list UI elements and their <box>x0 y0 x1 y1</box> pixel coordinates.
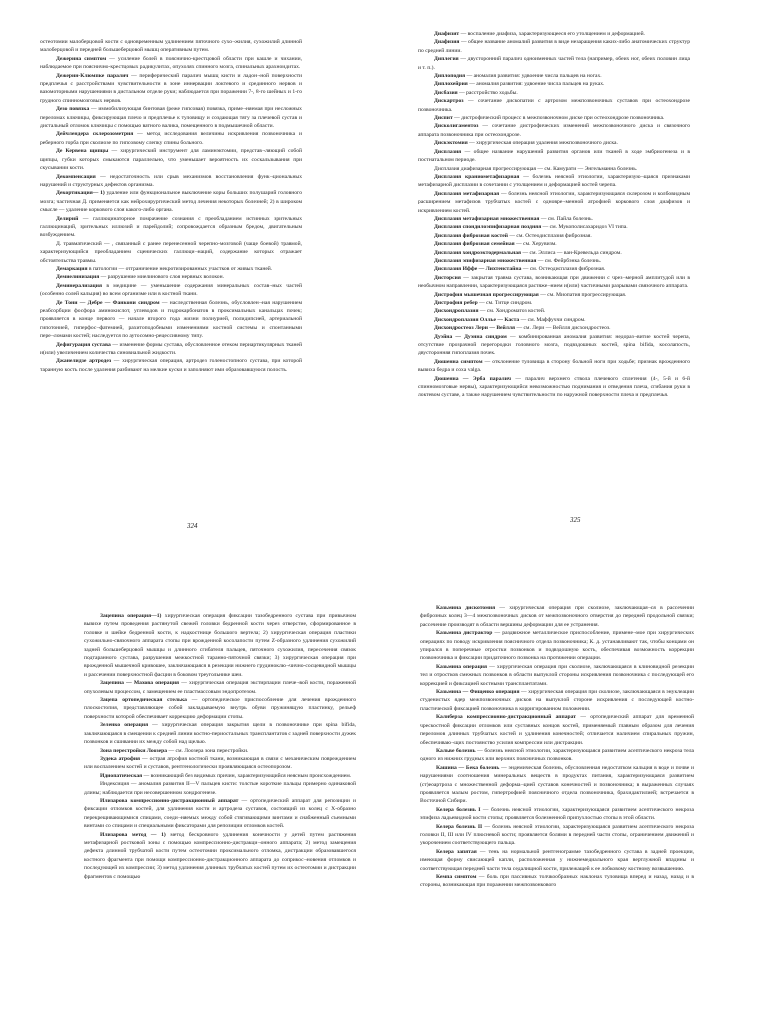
dictionary-entry <box>420 848 694 873</box>
entry-term: Диспит <box>434 115 453 122</box>
entry-definition: — хирургическая операция закрытия щели в позвоночнике при spina bifida, заключающаяся в смещении к средней линии костно-периостальных трансплантатов с задней поверхности дужек позвонков и сшивании их между собой над щелью. <box>84 722 356 746</box>
dictionary-entry <box>84 755 356 772</box>
dictionary-entry <box>418 215 690 223</box>
dictionary-entry <box>418 38 690 55</box>
entry-definition: — комбинированная аномалия развития: недораз¬витие костей черепа, отсутствие прозрачной перегородки головного мозга, подвздошных костей, spina bifida, косолапость, двусторонняя гипоплазия почек. <box>418 333 690 357</box>
entry-definition: — хирургическая операция при сколиозе, заключающая¬ся в рассечении фиброзных колец 3—4 межпозвоночных дисков от межпозвоночного отверстия до передней продольной связки; рассечение производят в области вершины деформации для ее устранения. <box>420 605 694 628</box>
entry-definition: — см. Лоозера зона перестройки. <box>167 747 249 754</box>
entry-definition: — хирургическая операция удаления межпозвоночного диска. <box>467 140 618 147</box>
dictionary-entry <box>420 873 694 890</box>
entry-term: Диафизия <box>434 39 460 46</box>
dictionary-entry <box>40 341 302 358</box>
entry-term: Дисплазия спондилоэпифизарная поздняя <box>434 224 542 231</box>
entry-definition: — ортопедическое приспособление для лечения врожденного плоскостопия, представляющее собой закладываемую внутрь обуви пружинящую пластинку, рельеф поверхности которой обеспечивает коррекцию деформации стопы. <box>84 697 356 720</box>
dictionary-entry <box>418 316 690 324</box>
entry-term: Дисплазия хондроэктодермальная <box>434 249 522 256</box>
entry-definition: — общее название нарушений развития органов или тканей в ходе эмбриогенеза и в постнатальном периоде. <box>418 148 690 164</box>
dictionary-entry <box>420 713 694 747</box>
dictionary-entry <box>418 299 690 307</box>
entry-definition: — ортопедический аппарат для репозиции и фиксации отломков костей, для удлинения кости и артродеза суставов, состоящий из колец с Х-образно перекрещивающимися спицами, соеди¬няемых между собой стягивающими винтами и снабженный съемными винтами со спицами и специальными фиксаторами для репозиции отломков костей. <box>84 797 356 830</box>
page-number-right: 325 <box>570 516 581 524</box>
dictionary-entry <box>40 282 302 299</box>
dictionary-entry <box>418 307 690 315</box>
dictionary-entry <box>420 604 694 629</box>
dictionary-entry <box>418 122 690 139</box>
dictionary-entry <box>418 139 690 147</box>
entry-definition: — возникающий без видимых причин, характеризующийся неясным происхождением. <box>142 772 352 779</box>
entry-definition: — разрушение миелинового слоя нервных волокон. <box>99 274 224 281</box>
dictionary-entry <box>418 291 690 299</box>
dictionary-entry <box>84 721 356 746</box>
entry-term: Дисплазия фиброзная костей <box>434 232 508 239</box>
dictionary-entry <box>40 38 302 55</box>
entry-term: Дисколигаментоз <box>434 123 479 130</box>
dictionary-entry <box>84 780 356 797</box>
dictionary-entry <box>420 629 694 663</box>
entry-term: Дисплазия Иффе — Лихтенстайна <box>434 266 522 273</box>
dictionary-entry <box>420 663 694 688</box>
entry-term: Джанелидзе артродез <box>56 358 112 365</box>
entry-definition: — метод исследования величины искривления позвоночника и реберного горба при сколиозе по гипсовому слепку спины больного. <box>40 131 302 146</box>
entry-definition: Индексиция — аномалия развития II—V пальцев кисти: толстые короткие пальцы примерно одинаковой длины; наблюдается при несовершенном хондрогенезе. <box>84 781 356 796</box>
entry-term: Дезо повязка <box>56 106 90 113</box>
entry-term: Дежерин-Клюмпке паралич <box>56 72 129 79</box>
dictionary-entry <box>84 612 356 679</box>
dictionary-entry <box>418 165 690 173</box>
entry-definition: — сочетание дископатии с артрозом межпозвоночных суставов при остеохондрозе позвоночника. <box>418 98 690 113</box>
entry-definition: — аномалия развития: удвоение числа пальцев на руках. <box>467 81 605 88</box>
entry-term: Зацепа ортопедическая стелька <box>100 697 187 704</box>
dictionary-entry <box>84 679 356 696</box>
entry-term: Дисторсия <box>434 274 461 281</box>
dictionary-entry <box>40 215 302 240</box>
dictionary-entry <box>418 223 690 231</box>
entry-definition: — эндемическая болезнь, обусловленная недостатком кальция в воде и почве и нарушениями соотношения минеральных веществ в продуктах питания, характеризующаяся развитием (ст)еоартроза с множественной деформа¬цией суставов конечностей и позвоночника; в выраженных случаях проявляется малым ростом, гипертрофией поясничного отдела позвоночника, брахидактилией; встречается в Восточной Сибири. <box>420 764 694 805</box>
entry-term: Дисплазия фиброзная семейная <box>434 241 515 248</box>
dictionary-entry <box>418 324 690 332</box>
entry-definition: метод бескровного удлинения конечности у детей путем растяжения метафизарной ростковой зоны с помощью компрессионно-дистракци¬онного аппарата; 2) метод замещения дефекта длинной трубчатой кости путем остеотомии проксимального отломка, дистракции образовавшегося костного фрагмента при помощи компрессионно-дистракционного аппарата до соприкос¬новения отломков и последующей их компрессии; 3) метод удлинения длинных трубчатых костей путем их остеотомии и дистракции фрагментов с помощью <box>84 831 356 880</box>
entry-definition: — см. Миопатия прогрессирующая. <box>538 291 627 298</box>
entry-term: Кальве болезнь <box>436 747 476 754</box>
entry-term: Дисхондроплазия <box>434 308 479 315</box>
entry-definition: — см. Херувизм. <box>514 241 557 248</box>
dictionary-entry <box>420 688 694 713</box>
dictionary-entry <box>418 240 690 248</box>
entry-definition: — раздвижное металлическое приспособление, примене¬мое при хирургических операциях по поводу искривления поясничного отдела позвоночника; К. д. устанавливают так, чтобы концами он упирался в поперечные отростки позвонков и подвздошную кость, обеспечивая возможность коррекции позвоночника и фиксации придаточного позвонка на протяжении операции. <box>420 630 694 662</box>
dictionary-entry <box>84 696 356 721</box>
dictionary-entry <box>418 274 690 291</box>
entry-definition: — острая атрофия костной ткани, возникающая в связи с механическим повреждением или воспалением костей и суставов, рентгенологически проявляющаяся остеопорозом. <box>84 755 356 771</box>
dictionary-entry <box>418 249 690 257</box>
dictionary-entry <box>418 72 690 80</box>
entry-definition: — хирургическая операция при сколиозе, заключающаяся в клиновидной резекции тел и отростков смежных позвонков в области выпуклой стороны искривления позвоночника с последующей его коррекцией и фиксацией костными трансплантатами. <box>420 663 695 687</box>
dictionary-entry <box>40 130 302 147</box>
entry-term: Казьмина дискотомия <box>436 605 496 611</box>
dictionary-entry <box>420 747 694 764</box>
entry-term: Дисхондроплазия Оллье — Каста <box>434 316 520 323</box>
entry-definition: — закрытая травма сустава, возникающая при движении с чрез¬мерной амплитудой или в необычном направлении, характеризующаяся растяже¬нием и(или) частичными разрывами связочного аппарата. <box>418 274 690 290</box>
page-number-left: 324 <box>187 522 198 530</box>
entry-term: Диплегия <box>434 56 459 63</box>
entry-definition: — см. Фейрбэнка болезнь. <box>536 257 602 264</box>
entry-term: Илизарова метод — 1) <box>100 831 166 838</box>
entry-definition: — общее название аномалий развития в виде незаращения каких-либо анатомических структур по средней линии. <box>418 39 690 54</box>
entry-term: Дискартроз <box>434 98 464 105</box>
entry-definition: — недостаточность или срыв механизмов восстановления функ¬циональных нарушений и структурных дефектов организма. <box>40 173 302 188</box>
entry-definition: — хирургическая операция при сколиозе, заключающаяся в энуклеации студенистых ядер межпозвоночных дисков на выпуклой стороне искривления с последующей костно-пластической фиксацией позвоночника в корригированном положении. <box>420 689 694 712</box>
entry-term: Дистрофия ребер <box>434 300 478 306</box>
entry-definition: — болезнь неясной этиологии, характеризующаяся развитием асептического некроза тела одного из нижних грудных или верхних поясничных позвонков. <box>420 747 694 763</box>
entry-definition: — см. Маффуччи синдром. <box>519 316 586 323</box>
dictionary-entry <box>40 357 302 374</box>
entry-definition: — болезнь неясной этиологии, характеризующаяся развитием асептического некроза эпифиза ладьевидной кости стопы; проявляется болезненной припухлостью стопы в этой области. <box>420 806 694 822</box>
entry-term: Де Кервена щипцы <box>56 148 109 155</box>
dictionary-entry <box>40 55 302 72</box>
entry-term: Диплохейрия <box>434 81 468 88</box>
dictionary-entry <box>420 806 694 823</box>
entry-definition: в патологии — отграничение некротизированных участков от живых тканей. <box>87 265 273 272</box>
dictionary-entry <box>84 772 356 780</box>
entry-definition: — см. Мукополисахаридоз VI типа. <box>541 224 628 231</box>
entry-definition: — см. Остеодисплазия фиброзная. <box>507 232 592 239</box>
entry-term: Казьмина — Фищенко операция <box>436 689 520 696</box>
entry-term: Дисхондростеоз Лери — Вейлля <box>434 325 516 332</box>
entry-definition: — паралич верхнего ствола плечевого сплетения (4-, 5-й и 6-й спинномозговые нервы), характеризующийся невозможностью поднимания и отведения плеча, сгибания руки в локтевом суставе, а также нарушением чувствительности по наружной поверхности плеча и предплечья. <box>418 375 690 399</box>
entry-definition: — см. Эллиса — ван-Кревельда синдром. <box>521 249 622 256</box>
dictionary-entry <box>40 189 302 214</box>
entry-term: Илизарова компрессионно-дистракционный аппарат <box>100 797 239 804</box>
entry-term: Келера запятая <box>436 848 477 855</box>
dictionary-entry <box>418 114 690 122</box>
dictionary-entry <box>40 147 302 172</box>
entry-definition: — двусторонний паралич одноименных частей тела (например, обеих ног, обеих половин лица и т. п.). <box>418 56 690 71</box>
entry-definition: в медицине — уменьшение содержания минеральных состав¬ных частей (особенно солей кальция) во всем организме или в костной ткани. <box>40 282 302 298</box>
entry-definition: — см. Остеодисплазия фиброзная. <box>521 266 606 273</box>
entry-term: Дисплазия эпифизарная множественная <box>434 257 537 264</box>
entry-term: Зудека атрофия <box>100 755 141 762</box>
entry-definition: — болезнь неясной этиологии, характеризую¬щаяся признаками метафизарной дисплазии в сочетании с утолщением и деформацией костей черепа. <box>418 173 690 189</box>
entry-term: Демаркация <box>56 265 88 272</box>
entry-definition: — болезнь неясной этиологии, характеризующаяся развитием асептического некроза головки II, III или IV плюсневой кости; проявляется болями в передней части стопы, ограничением движений и укорочением соответствующего пальца. <box>420 823 694 847</box>
dictionary-entry <box>40 105 302 130</box>
column-right-top <box>418 30 690 400</box>
dictionary-entry <box>418 358 690 375</box>
entry-term: Дисплазия <box>434 148 462 155</box>
dictionary-entry <box>40 173 302 190</box>
dictionary-entry <box>40 265 302 273</box>
dictionary-entry <box>418 375 690 400</box>
dictionary-entry <box>418 257 690 265</box>
dictionary-entry <box>84 831 356 881</box>
entry-definition: — расстройство ходьбы. <box>457 89 518 96</box>
entry-term: Дюшенна симптом <box>434 358 483 365</box>
dictionary-entry <box>418 333 690 358</box>
entry-term: Деминерализация <box>56 282 102 289</box>
dictionary-entry <box>40 72 302 106</box>
entry-term: Дисплазия краниометафизарная <box>434 173 520 180</box>
entry-definition: — изменение формы сустава, обусловленное отеком периартикулярных тканей и(или) увеличением количества синовиальной жидкости. <box>40 341 302 357</box>
dictionary-entry <box>418 80 690 88</box>
entry-definition: — см. Пайла болезнь. <box>539 215 593 222</box>
entry-definition: — иммобилизующая бинтовая (реже гипсовая) повязка, приме¬няемая при несложных переломах ключицы, фиксирующая плечо и предплечье к туловищу и создающая тягу за плечевой сустав и дистальный отломок ключицы с помощью ватного валика, помещенного в подмышечной области. <box>40 106 302 130</box>
dictionary-entry <box>418 148 690 165</box>
entry-definition: — см. Титце синдром. <box>477 300 533 306</box>
entry-term: Келера болезнь II <box>436 823 483 830</box>
entry-definition: — хирургическая операция, артродез голеностопного сустава, при которой таранную кость после удаления разбивают на мелкие куски и заполняют ими образовавшуюся полость. <box>40 358 302 373</box>
entry-term: Делирий <box>56 215 79 222</box>
entry-definition: — ортопедический аппарат для временной чрескостной фиксации отломков или суставных концов костей, применяемый главным образом для лечения переломов длинных трубчатых костей и удлинения конечностей; отличается наличием спиральных пружин, обеспечиваю¬щих постоянство усилия компрессии или дистракции. <box>420 714 695 746</box>
dictionary-entry <box>40 273 302 281</box>
dictionary-entry <box>40 299 302 341</box>
dictionary-entry <box>418 97 690 114</box>
entry-definition: — хирургический инструмент для ламинэктомии, представ¬ляющий собой щипцы, губки которых смыкаются параллельно, что уменьшает вероятность их соскальзывания при скусывании кости. <box>40 148 303 172</box>
entry-term: Зеленко операция <box>100 722 149 729</box>
entry-definition: Д. травматический — , связанный с ранее перенесенной черепно-мозговой (чаще боевой) травмой, характеризующийся преобладанием сценических галлюци¬наций, содержание которых отражает обстоятельства травмы. <box>40 240 302 264</box>
entry-definition: — болезнь неясной этиологии, характеризующаяся склерозом и колбовидным расширением метафизов трубчатых костей с одновре¬менной атрофией коркового слоя диафизов и искривлением костей. <box>418 190 691 214</box>
entry-term: Зацепина операция—1) <box>100 613 162 619</box>
dictionary-entry <box>418 55 690 72</box>
entry-term: Дисплазия метафизарная <box>434 190 500 197</box>
column-left-bottom <box>84 612 356 881</box>
entry-definition: удаление или функциональное выключение коры больших полушарий головного мозга; частичная Д. применяется как нейрохирургический метод лечения некоторых болезней; 2) в широком смысле — удаление коркового слоя какого-либо органа. <box>40 190 302 214</box>
column-right-bottom <box>420 604 694 890</box>
entry-term: Дефигурация сустава <box>56 341 111 348</box>
dictionary-entry <box>420 823 694 848</box>
entry-term: Кашина — Бека болезнь <box>436 764 500 771</box>
dictionary-entry <box>418 265 690 273</box>
dictionary-entry <box>420 764 694 806</box>
entry-term: Зацепина — Махова операция <box>100 680 180 687</box>
entry-definition: — см. Хондроматоз костей. <box>478 308 546 315</box>
entry-definition: — галлюцинаторное помрачение сознания с преобладанием истинных зрительных галлюцинаций, зрительных иллюзий и парейдолий; сопровождается образным бредом, двигательным возбуждением. <box>40 215 302 239</box>
dictionary-entry <box>84 747 356 755</box>
dictionary-entry <box>40 240 302 265</box>
entry-definition: — усиление болей в пояснично-крестцовой области при кашле и чихании, наблюдаемое при пояснично-крестцовых радикулитах, опухолях спинного мозга, спинальных арахноидитах. <box>40 55 302 71</box>
entry-definition: — тень на нормальной рентгенограмме тазобедренного сустава в задней проекции, имеющая форму свисающей капли, расположенная у нижнемедиального края вертлужной впадины и соответствующая передней части тела седалищной кости, прилежащей к ее лобковому костному возвышению. <box>420 848 694 872</box>
entry-term: Дискэктомия <box>434 140 468 147</box>
entry-definition: — дистрофический процесс в межпозвоночном диске при остеохондрозе позвоночника. <box>452 115 665 122</box>
entry-definition: — воспаление диафиза, характеризующееся его утолщением и деформацией. <box>459 31 645 37</box>
entry-definition: — периферический паралич мышц кисти и ладон¬ной поверхности предплечья с расстройствами чувствительности в зоне иннервации локтевого и срединного нервов и вазомоторными нарушениями в дистальном отделе руки; наблюдается при поражении 7-, 8-го шейных и 1-го грудного спинномозговых нервов. <box>40 72 303 104</box>
entry-term: Декортикация— 1) <box>56 190 105 197</box>
entry-definition: — боль при пассивных толчкообразных наклонах туловища вперед и назад, назад и в стороны, возникающая при поражении межпозвонкового <box>420 874 695 889</box>
entry-term: Диафизит <box>434 31 460 37</box>
entry-term: Дисплазия метафизарная множественная <box>434 215 540 222</box>
entry-term: Казьмина дистрактор <box>436 630 493 637</box>
dictionary-entry <box>418 30 690 38</box>
entry-term: Кемпа симптом <box>436 874 477 880</box>
entry-term: Калнберза компрессионно-дистракционный аппарат <box>436 714 577 721</box>
entry-definition: хирургическая операция фиксации тазобедренного сустава при привычном вывихе путем проведения растянутой свежей головки бедренной кости через отверстие, сформированное в головке и шейке бедренной кости, к надкостнице большого вертела; 2) хирургическая операция пластики сухожильно-связочного аппарата стопы при врожденной косолапости путем Z-образного удлинения сухожилий задней большеберцовой мышцы и длинного сгибателя пальцев, пяточного сухожилия, пересечения связок подтаранного сустава, разрушения межкостной таранно-пяточной связки; 3) хирургическая операция при врожденной мышечной кривошее, заключающаяся в резекции нижнего грудиноклю¬чично-сосцевидной мышцы и рассечении поверхностной фасции в боковом треугольнике шеи. <box>84 613 356 678</box>
entry-definition: — наследственная болезнь, обусловлен¬ная нарушением реабсорбции фосфора аминокислот, углеводов и гидрокарбонатов в проксимальных канальцах почек; проявляется в конце первого — начале второго года жизни полиурией, полидипсией, артериальной гипотонией, гиперфос¬фатемией, рахитоподобными изменениями костной системы и спонтанными пере¬ломами костей; наследуется по аутосомно-рецессивному типу. <box>40 299 303 340</box>
entry-term: Зона перестройки Лоозера <box>100 747 168 754</box>
dictionary-entry <box>418 89 690 97</box>
dictionary-entry <box>84 797 356 831</box>
entry-term: Дежерина симптом <box>56 55 107 62</box>
entry-term: Дюшенна — Эрба паралич <box>434 375 512 382</box>
entry-definition: Дисплазия диафизарная прогрессирующая — см. Камурати — Энгельманна болезнь. <box>434 165 638 172</box>
dictionary-entry <box>418 173 690 190</box>
entry-term: Дисбазия <box>434 89 458 96</box>
entry-definition: — см. Лери — Вейлля дисхондростеоз. <box>515 325 611 332</box>
dictionary-entry <box>418 232 690 240</box>
entry-term: Диплоподия <box>434 73 466 80</box>
entry-term: Дистрофия мышечная прогрессирующая <box>434 291 539 298</box>
entry-term: Декомпенсация <box>56 173 96 180</box>
entry-term: Де Тони — Дебре — Фанкони синдром <box>56 299 160 306</box>
entry-definition: — хирургическая операция экстирпации плече¬вой кости, пораженной опухолевым процессом, с замещением ее пластмассовым эндопротезом. <box>84 680 356 695</box>
entry-term: Идиопатическая <box>100 772 143 779</box>
dictionary-entry <box>418 190 690 215</box>
entry-definition: — аномалия развития: удвоение числа пальцев на ногах. <box>465 73 602 80</box>
column-left-top <box>40 38 302 374</box>
entry-definition: — сочетание дистрофических изменений межпозвоночного диска и связочного аппарата позвоночника при остеохондрозе. <box>418 123 690 138</box>
entry-term: Дуэйна — Дуэнна синдром <box>434 333 507 340</box>
entry-term: Келера болезнь I <box>436 806 481 813</box>
entry-definition: — отклонение туловища в сторону больной ноги при ходьбе; признак врожденного вывиха бедра и coxa valga. <box>418 358 690 374</box>
entry-term: Демиелинизация <box>56 274 100 281</box>
entry-definition: остеотомии малоберцовой кости с одновременным удлинением пяточного сухо¬жилия, сухожилий длинной малоберцовой и передней большеберцовой мышц оперативным путем. <box>40 39 302 54</box>
entry-term: Дейчлендера склерозометрия <box>56 131 134 138</box>
entry-term: Казьмина операция <box>436 663 488 670</box>
